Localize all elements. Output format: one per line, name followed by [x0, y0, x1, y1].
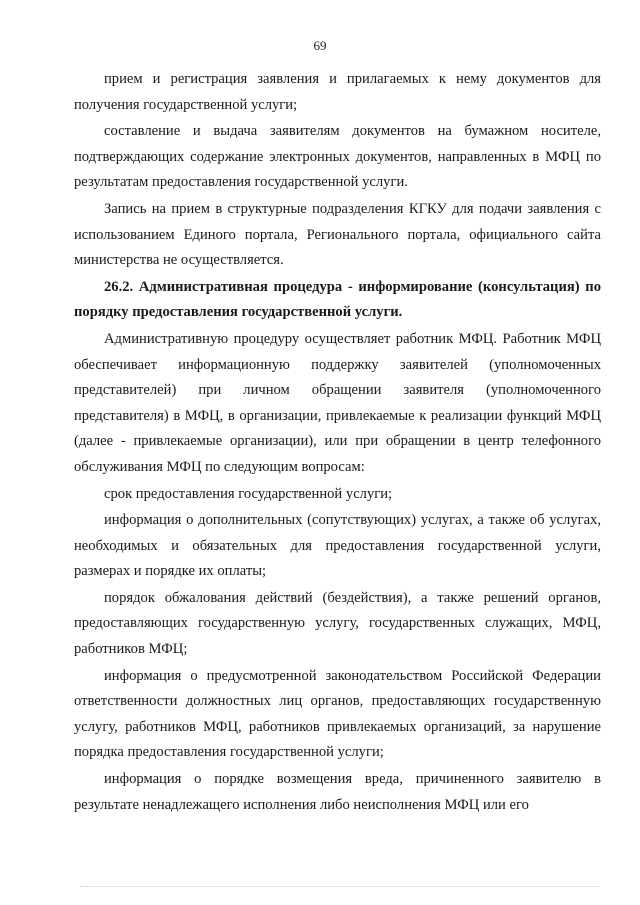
paragraph-appointment-note: Запись на прием в структурные подразделения КГКУ для подачи заявления с использованием Единого портала, Регионального портала, официального сайта министерства не осуществляется.	[74, 200, 601, 269]
list-item-appeal-procedure: порядок обжалования действий (бездействия), а также решений органов, предоставляющих государственную услугу, государственных служащих, МФЦ, работников МФЦ;	[74, 589, 601, 658]
paragraph-documents-issue: составление и выдача заявителям документов на бумажном носителе, подтверждающих содержание электронных документов, направленных в МФЦ по результатам предоставления государственной услуги.	[74, 123, 601, 191]
page-number: 69	[313, 38, 327, 53]
paragraph-procedure-intro: Административную процедуру осуществляет работник МФЦ. Работник МФЦ обеспечивает информационную поддержку заявителей (уполномоченных представителей) при личном обращении заявителя (уполномоченного представителя) в МФЦ, в организации, привлекаемые к реализации функций МФЦ (далее - привлекаемые организации), или при обращении в центр телефонного обслуживания МФЦ по следующим вопросам:	[74, 330, 601, 475]
paragraph-reception: прием и регистрация заявления и прилагаемых к нему документов для получения государственной услуги;	[74, 71, 601, 113]
list-item-responsibility: информация о предусмотренной законодательством Российской Федерации ответственности должностных лиц органов, предоставляющих государственную услугу, работников МФЦ, работников привлекаемых организаций, за нарушение порядка предоставления государственной услуги;	[74, 667, 601, 761]
document-body	[74, 67, 601, 819]
list-item-term: срок предоставления государственной услуги;	[104, 485, 393, 502]
list-item-additional-services: информация о дополнительных (сопутствующих) услугах, а также об услугах, необходимых и обязательных для предоставления государственной услуги, размерах и порядке их оплаты;	[74, 512, 601, 580]
scan-footer-artifact	[80, 886, 600, 891]
section-heading: 26.2. Административная процедура - информирование (консультация) по порядку предоставления государственной услуги.	[74, 278, 601, 321]
list-item-damage-compensation: информация о порядке возмещения вреда, причиненного заявителю в результате ненадлежащего исполнения либо неисполнения МФЦ или его	[74, 771, 601, 813]
